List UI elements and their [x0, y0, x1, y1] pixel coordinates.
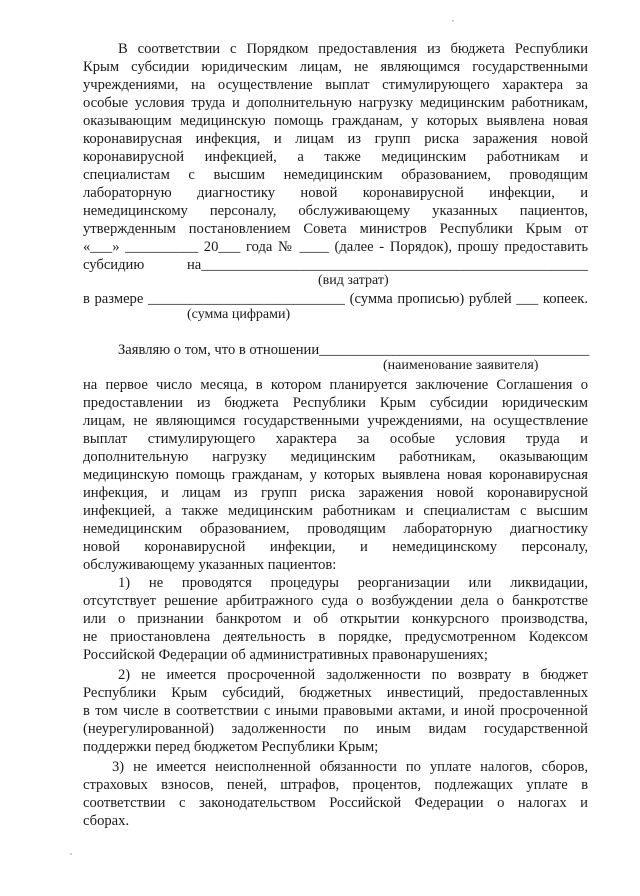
paragraph2-line: лицам, не являющимся государственными учреждениями, на осуществление: [83, 413, 588, 429]
date-number-line: «___» __________ 20___ года № ____ (далее - Порядок), прошу предоставить: [83, 239, 588, 255]
paragraph1-line: утвержденным постановлением Совета министров Республики Крым от: [83, 221, 588, 237]
item2-line: 2) не имеется просроченной задолженности по возврату в бюджет: [118, 667, 588, 683]
item1-line: не приостановлена деятельность в порядке, предусмотренном Кодексом: [83, 629, 588, 645]
paragraph1-line: учреждениями, на осуществление выплат стимулирующего характера за: [83, 77, 588, 93]
paragraph2-line: обслуживающему указанных пациентов:: [83, 557, 337, 573]
item1-line: отсутствует решение арбитражного суда о возбуждении дела о банкротстве: [83, 593, 588, 609]
paragraph1-line: специалистам с высшим немедицинским образованием, проводящим: [83, 167, 588, 183]
paragraph1-line: коронавирусная инфекция, и лицам из групп риска заражения новой: [83, 131, 588, 147]
paragraph2-line: медицинскую помощь гражданам, у которых выявлена новая коронавирусная: [83, 467, 588, 483]
scan-dot: [452, 20, 454, 22]
paragraph2-line: дополнительную нагрузку медицинским работникам, оказывающим: [83, 449, 588, 465]
item3-line: страховых взносов, пеней, штрафов, процентов, подлежащих уплате в: [83, 777, 588, 793]
caption-amount-digits: (сумма цифрами): [187, 307, 291, 322]
item2-line: Республики Крым субсидий, бюджетных инвестиций, предоставленных: [83, 685, 588, 701]
item1-line: или о признании банкротом и об открытии конкурсного производства,: [83, 611, 588, 627]
paragraph1-line: В соответствии с Порядком предоставления из бюджета Республики: [118, 41, 588, 57]
paragraph2-line: немедицинским образованием, проводящим лабораторную диагностику: [83, 521, 588, 537]
scan-dot: [70, 853, 72, 855]
paragraph1-line: Крым субсидии юридическим лицам, не являющимся государственными: [83, 59, 588, 75]
paragraph1-line: оказывающим медицинскую помощь гражданам, у которых выявлена новая: [83, 113, 588, 129]
paragraph2-line: новой коронавирусной инфекции, и немедицинскому персоналу,: [83, 539, 588, 555]
applicant-line: Заявляю о том, что в отношении_____________________________________: [118, 342, 590, 358]
caption-applicant: (наименование заявителя): [383, 358, 539, 373]
paragraph1-line: лабораторную диагностику новой коронавирусной инфекции, и: [83, 185, 588, 201]
paragraph1-line: особые условия труда и дополнительную нагрузку медицинским работникам,: [83, 95, 588, 111]
item2-line: (неурегулированной) задолженности по иным видам государственной: [83, 721, 588, 737]
caption-expense-type: (вид затрат): [318, 273, 389, 288]
paragraph2-line: инфекцией, а также медицинским работникам и специалистам с высшим: [83, 503, 588, 519]
amount-line: в размере ___________________________ (сумма прописью) рублей ___ копеек.: [83, 291, 588, 307]
item3-line: 3) не имеется неисполненной обязанности по уплате налогов, сборов,: [112, 759, 588, 775]
paragraph2-line: инфекция, и лицам из групп риска заражения новой коронавирусной: [83, 485, 588, 501]
paragraph1-line: коронавирусной инфекцией, а также медицинским работникам и: [83, 149, 588, 165]
item3-line: сборах.: [83, 813, 130, 829]
paragraph2-line: выплат стимулирующего характера за особые условия труда и: [83, 431, 588, 447]
item1-line: Российской Федерации об административных правонарушениях;: [83, 647, 488, 663]
item1-line: 1) не проводятся процедуры реорганизации или ликвидации,: [118, 575, 588, 591]
item2-line: в том числе в соответствии с иными правовыми актами, и иной просроченной: [83, 703, 588, 719]
paragraph2-line: предоставлении из бюджета Республики Крым субсидии юридическим: [83, 395, 588, 411]
subsidy-purpose-line: субсидию на_____________________________________________________: [83, 257, 588, 273]
paragraph2-line: на первое число месяца, в котором планируется заключение Соглашения о: [83, 377, 588, 393]
paragraph1-line: немедицинскому персоналу, обслуживающему указанных пациентов,: [83, 203, 588, 219]
item3-line: соответствии с законодательством Российской Федерации о налогах и: [83, 795, 588, 811]
item2-line: поддержки перед бюджетом Республики Крым;: [83, 739, 379, 755]
